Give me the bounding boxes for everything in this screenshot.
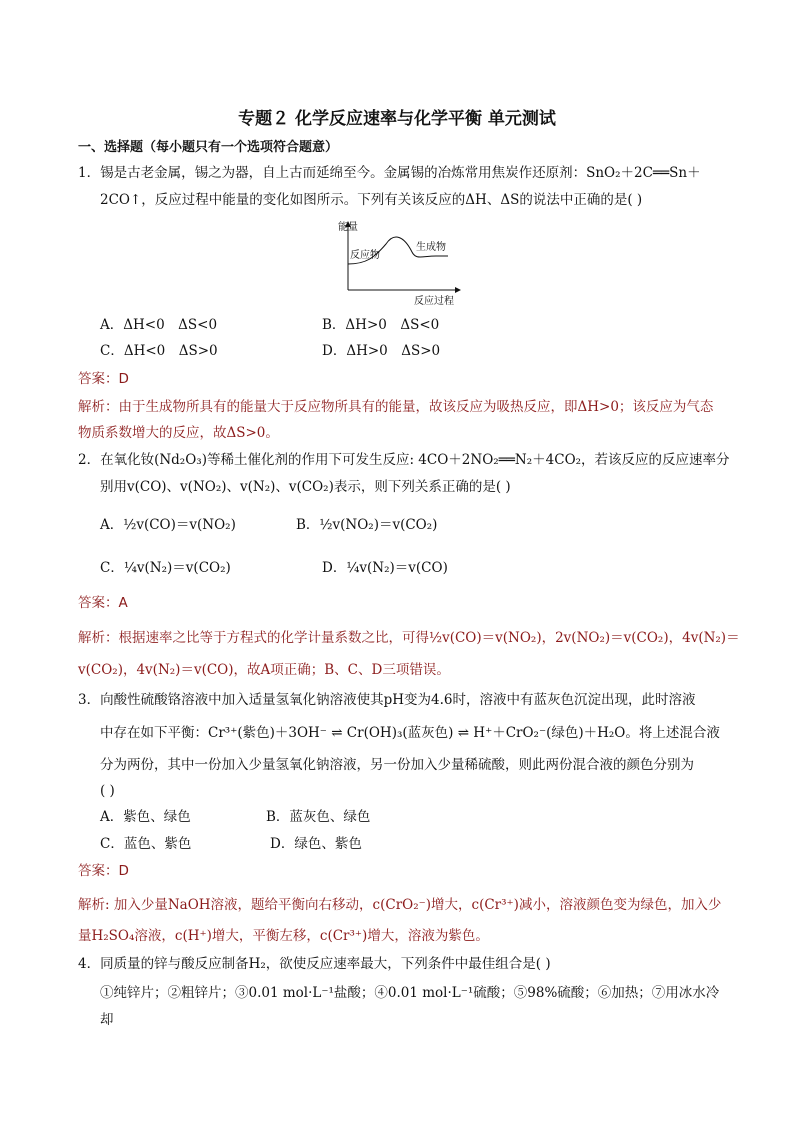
q2-explanation-line1: 解析：根据速率之比等于方程式的化学计量系数之比，可得½v(CO)＝v(NO₂)，2v(NO₂)＝v(CO₂)，4v(N₂)＝ [78,630,740,646]
q3-option-a: A．紫色、绿色 [100,809,191,825]
q1-explanation-line2: 物质系数增大的反应，故ΔS>0。 [78,425,279,441]
q1-explanation-line1: 解析：由于生成物所具有的能量大于反应物所具有的能量，故该反应为吸热反应，即ΔH>0；该反应为气态 [78,399,714,415]
q1-stem-line1: 1．锡是古老金属，锡之为器，自上古而延绵至今。金属锡的冶炼常用焦炭作还原剂：SnO₂＋2C══Sn＋ [78,165,701,181]
q3-stem-line2: 中存在如下平衡：Cr³⁺(紫色)＋3OH⁻ ⇌ Cr(OH)₃(蓝灰色) ⇌ H⁺＋CrO₂⁻(绿色)＋H₂O。将上述混合液 [100,725,720,741]
section-heading: 一、选择题（每小题只有一个选项符合题意） [78,140,339,155]
q2-option-b: B．½v(NO₂)＝v(CO₂) [296,517,438,533]
q2-option-c: C．¼v(N₂)＝v(CO₂) [100,560,231,576]
q1-option-d: D．ΔH>0 ΔS>0 [322,343,441,359]
q3-option-c: C．蓝色、紫色 [100,836,192,852]
q1-stem-line2: 2CO↑，反应过程中能量的变化如图所示。下列有关该反应的ΔH、ΔS的说法中正确的是( ) [100,192,643,208]
x-axis-label: 反应过程 [414,296,454,306]
q1-option-a: A．ΔH<0 ΔS<0 [100,317,218,333]
q1-answer: 答案：D [78,371,129,387]
q3-answer: 答案：D [78,863,129,879]
q3-stem-line3: 分为两份，其中一份加入少量氢氧化钠溶液，另一份加入少量稀硫酸，则此两份混合液的颜色分别为 [100,757,694,773]
q3-explanation-line2: 量H₂SO₄溶液，c(H⁺)增大，平衡左移，c(Cr³⁺)增大，溶液为紫色。 [78,928,489,944]
q2-stem-line1: 2．在氧化钕(Nd₂O₃)等稀土催化剂的作用下可发生反应: 4CO＋2NO₂══N₂＋4CO₂，若该反应的反应速率分 [78,452,730,468]
q2-stem-line2: 别用v(CO)、v(NO₂)、v(N₂)、v(CO₂)表示，则下列关系正确的是( ) [100,479,511,495]
q3-stem-line1: 3．向酸性硫酸铬溶液中加入适量氢氧化钠溶液使其pH变为4.6时，溶液中有蓝灰色沉淀出现，此时溶液 [78,692,696,708]
q2-option-a: A．½v(CO)＝v(NO₂) [100,517,236,533]
q2-answer: 答案：A [78,595,128,611]
product-label: 生成物 [416,242,446,253]
q1-option-b: B．ΔH>0 ΔS<0 [322,317,440,333]
energy-diagram [336,218,466,306]
q1-option-c: C．ΔH<0 ΔS>0 [100,343,218,359]
q4-stem-line1: 4．同质量的锌与酸反应制备H₂，欲使反应速率最大，下列条件中最佳组合是( ) [78,956,551,972]
q4-condition-line2: 却 [100,1012,114,1028]
q3-stem-line4: ( ) [100,783,115,799]
q4-condition-line1: ①纯锌片；②粗锌片；③0.01 mol·L⁻¹盐酸；④0.01 mol·L⁻¹硫酸；⑤98%硫酸；⑥加热；⑦用冰水冷 [100,985,720,1001]
y-axis-label: 能量 [338,222,358,233]
q3-explanation-line1: 解析: 加入少量NaOH溶液，题给平衡向右移动，c(CrO₂⁻)增大，c(Cr³⁺)减小，溶液颜色变为绿色，加入少 [78,897,722,913]
page-title: 专题２ 化学反应速率与化学平衡 单元测试 [238,109,556,129]
q3-option-b: B．蓝灰色、绿色 [266,809,371,825]
q3-option-d: D．绿色、紫色 [270,836,362,852]
q2-explanation-line2: v(CO₂)，4v(N₂)＝v(CO)，故A项正确；B、C、D三项错误。 [78,662,450,678]
q2-option-d: D．¼v(N₂)＝v(CO) [322,560,448,576]
reactant-label: 反应物 [350,250,380,261]
